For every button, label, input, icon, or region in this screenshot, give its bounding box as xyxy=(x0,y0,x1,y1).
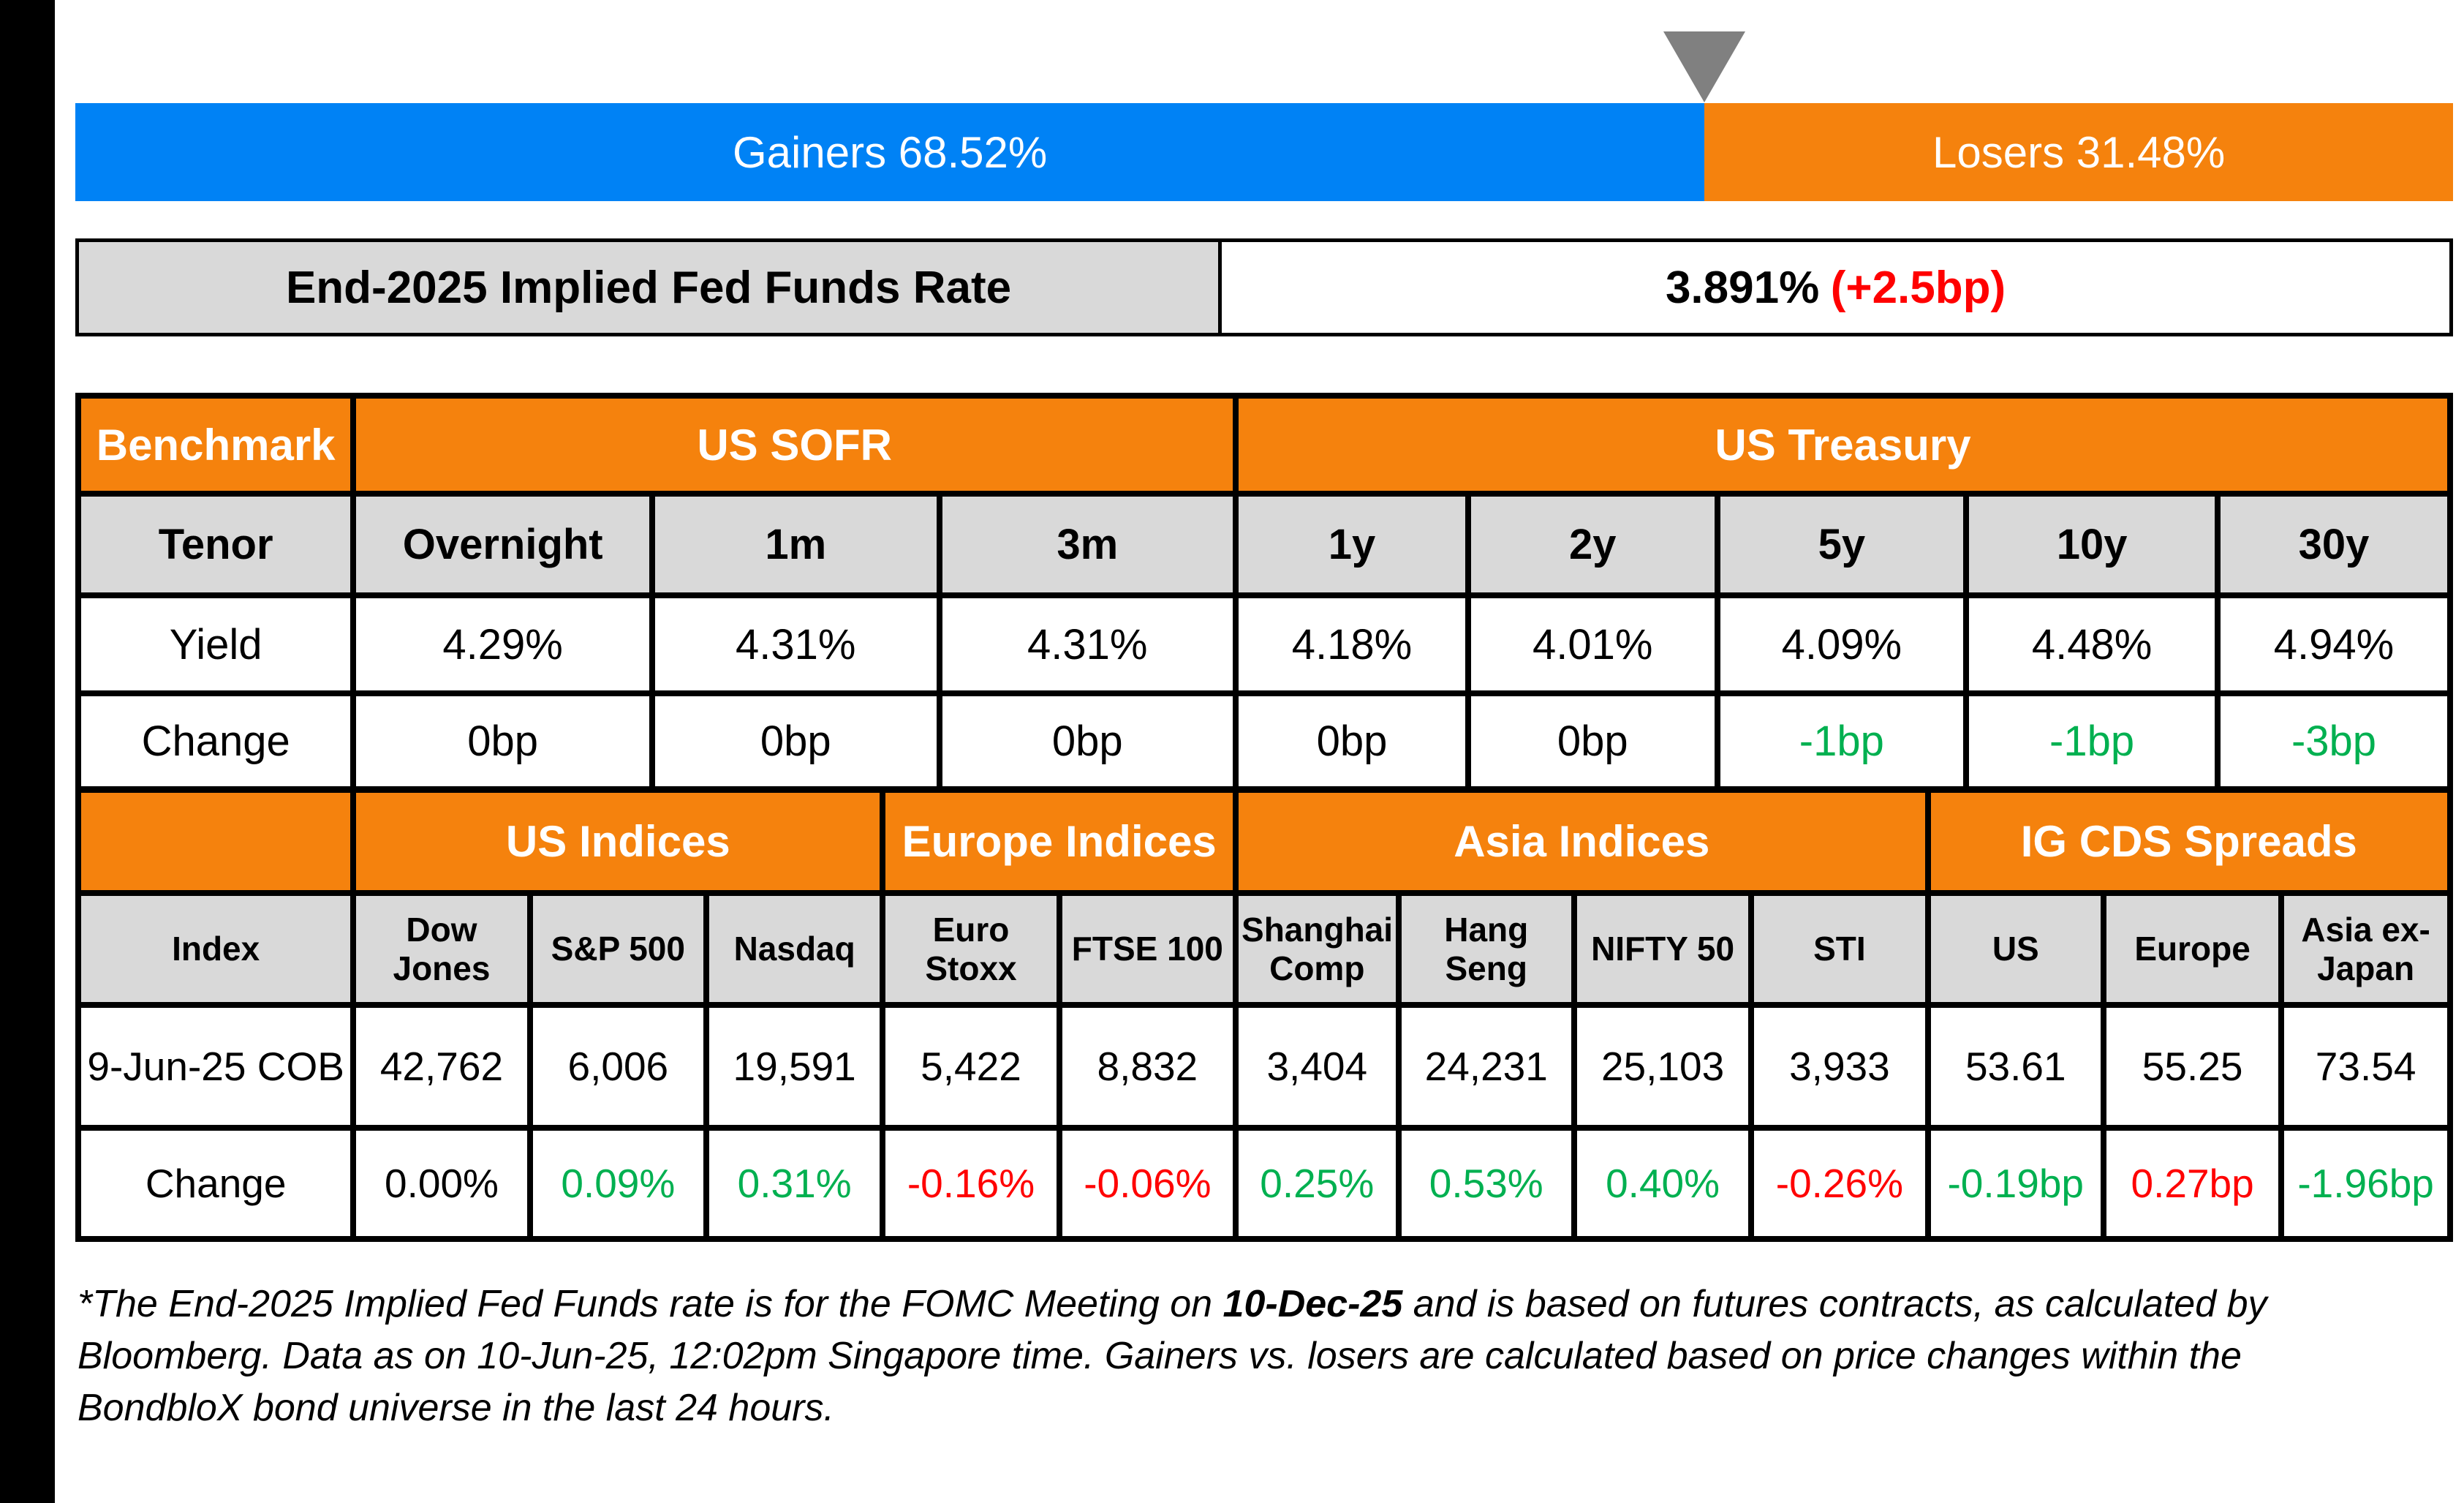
losers-label: Losers 31.48% xyxy=(1932,127,2226,177)
change-cell: -0.06% xyxy=(1059,1128,1236,1239)
yield-cell: 4.48% xyxy=(1966,595,2218,693)
fed-funds-change: (+2.5bp) xyxy=(1830,262,2006,313)
change-cell: -0.26% xyxy=(1751,1128,1927,1239)
index-name-cell: FTSE 100 xyxy=(1059,893,1236,1005)
change-cell: 0bp xyxy=(1236,693,1468,789)
change-cell: 0.53% xyxy=(1399,1128,1574,1239)
tenor-cell: 2y xyxy=(1468,494,1717,595)
cob-cell: 55.25 xyxy=(2104,1005,2281,1128)
yield-cell: 4.94% xyxy=(2218,595,2450,693)
footnote-line-3: BondbloX bond universe in the last 24 hours. xyxy=(78,1387,834,1429)
index-name-cell: Europe xyxy=(2104,893,2281,1005)
change-cell: 0.40% xyxy=(1574,1128,1751,1239)
cob-cell: 53.61 xyxy=(1928,1005,2104,1128)
marker-triangle-track xyxy=(75,31,2453,102)
change-cell: -3bp xyxy=(2218,693,2450,789)
indices-group-header-row xyxy=(78,790,2450,893)
tenor-cell: 3m xyxy=(940,494,1236,595)
group-header-asia-indices: Asia Indices xyxy=(1236,790,1928,893)
gainers-segment xyxy=(75,103,1704,201)
yield-cell: 4.29% xyxy=(353,595,652,693)
benchmark-change-row xyxy=(78,693,2450,789)
yield-row-label: Yield xyxy=(78,595,353,693)
footnote xyxy=(78,1278,2417,1434)
cob-cell: 3,404 xyxy=(1236,1005,1399,1128)
cob-cell: 6,006 xyxy=(530,1005,706,1128)
cob-cell: 19,591 xyxy=(706,1005,883,1128)
change-cell: 0bp xyxy=(353,693,652,789)
change-cell: -1bp xyxy=(1966,693,2218,789)
yield-cell: 4.31% xyxy=(652,595,940,693)
index-name-cell: Nasdaq xyxy=(706,893,883,1005)
fed-funds-label: End-2025 Implied Fed Funds Rate xyxy=(78,241,1220,335)
cob-cell: 25,103 xyxy=(1574,1005,1751,1128)
losers-segment xyxy=(1704,103,2453,201)
index-header-row xyxy=(78,893,2450,1005)
change-cell: 0.00% xyxy=(353,1128,529,1239)
change-cell: 0.09% xyxy=(530,1128,706,1239)
yield-cell: 4.09% xyxy=(1717,595,1967,693)
cob-row xyxy=(78,1005,2450,1128)
indices-corner-cell xyxy=(78,790,353,893)
gainers-label: Gainers 68.52% xyxy=(733,127,1048,177)
cob-cell: 24,231 xyxy=(1399,1005,1574,1128)
cob-row-label: 9-Jun-25 COB xyxy=(78,1005,353,1128)
index-name-cell: STI xyxy=(1751,893,1927,1005)
index-name-cell: US xyxy=(1928,893,2104,1005)
footnote-bold-date: 10-Dec-25 xyxy=(1222,1283,1403,1325)
index-name-cell: Asia ex-Japan xyxy=(2281,893,2450,1005)
benchmark-group-header-row xyxy=(78,396,2450,494)
tenor-row-label: Tenor xyxy=(78,494,353,595)
change-cell: 0bp xyxy=(652,693,940,789)
change-cell: 0bp xyxy=(1468,693,1717,789)
yield-cell: 4.18% xyxy=(1236,595,1468,693)
yield-row xyxy=(78,595,2450,693)
cob-cell: 42,762 xyxy=(353,1005,529,1128)
tenor-header-row xyxy=(78,494,2450,595)
footnote-line-2: Bloomberg. Data as on 10-Jun-25, 12:02pm Singapore time. Gainers vs. losers are calculated based on price changes within the xyxy=(78,1335,2242,1377)
cob-cell: 3,933 xyxy=(1751,1005,1927,1128)
tenor-cell: 5y xyxy=(1717,494,1967,595)
cob-cell: 5,422 xyxy=(883,1005,1059,1128)
index-name-cell: NIFTY 50 xyxy=(1574,893,1751,1005)
yield-cell: 4.01% xyxy=(1468,595,1717,693)
change-cell: -1.96bp xyxy=(2281,1128,2450,1239)
indices-table xyxy=(75,787,2453,1242)
change-cell: 0.25% xyxy=(1236,1128,1399,1239)
fed-funds-row xyxy=(75,238,2453,336)
yield-cell: 4.31% xyxy=(940,595,1236,693)
marker-triangle-icon xyxy=(1663,31,1745,102)
index-name-cell: Dow Jones xyxy=(353,893,529,1005)
footnote-line-1: *The End-2025 Implied Fed Funds rate is for the FOMC Meeting on 10-Dec-25 and is based on futures contracts, as calculated by xyxy=(78,1283,2267,1325)
benchmark-table xyxy=(75,393,2453,792)
table-row xyxy=(78,241,2452,335)
index-name-cell: S&P 500 xyxy=(530,893,706,1005)
group-header-us-sofr: US SOFR xyxy=(353,396,1236,494)
cob-cell: 73.54 xyxy=(2281,1005,2450,1128)
change-row-label: Change xyxy=(78,1128,353,1239)
tenor-cell: 1m xyxy=(652,494,940,595)
tenor-cell: 10y xyxy=(1966,494,2218,595)
tenor-cell: 30y xyxy=(2218,494,2450,595)
change-cell: 0.31% xyxy=(706,1128,883,1239)
change-cell: -1bp xyxy=(1717,693,1967,789)
gainers-losers-bar xyxy=(75,103,2453,201)
tenor-cell: 1y xyxy=(1236,494,1468,595)
fed-funds-value-cell xyxy=(1220,241,2452,335)
tenor-cell: Overnight xyxy=(353,494,652,595)
group-header-us-treasury: US Treasury xyxy=(1236,396,2450,494)
index-row-label: Index xyxy=(78,893,353,1005)
index-name-cell: Hang Seng xyxy=(1399,893,1574,1005)
change-cell: -0.16% xyxy=(883,1128,1059,1239)
group-header-europe-indices: Europe Indices xyxy=(883,790,1236,893)
benchmark-corner-label: Benchmark xyxy=(78,396,353,494)
cob-cell: 8,832 xyxy=(1059,1005,1236,1128)
change-cell: 0bp xyxy=(940,693,1236,789)
indices-change-row xyxy=(78,1128,2450,1239)
group-header-ig-cds-spreads: IG CDS Spreads xyxy=(1928,790,2450,893)
group-header-us-indices: US Indices xyxy=(353,790,883,893)
left-edge-black-bar xyxy=(0,0,55,1503)
change-cell: -0.19bp xyxy=(1928,1128,2104,1239)
index-name-cell: Shanghai Comp xyxy=(1236,893,1399,1005)
change-cell: 0.27bp xyxy=(2104,1128,2281,1239)
change-row-label: Change xyxy=(78,693,353,789)
fed-funds-value: 3.891% xyxy=(1665,262,1820,313)
index-name-cell: Euro Stoxx xyxy=(883,893,1059,1005)
